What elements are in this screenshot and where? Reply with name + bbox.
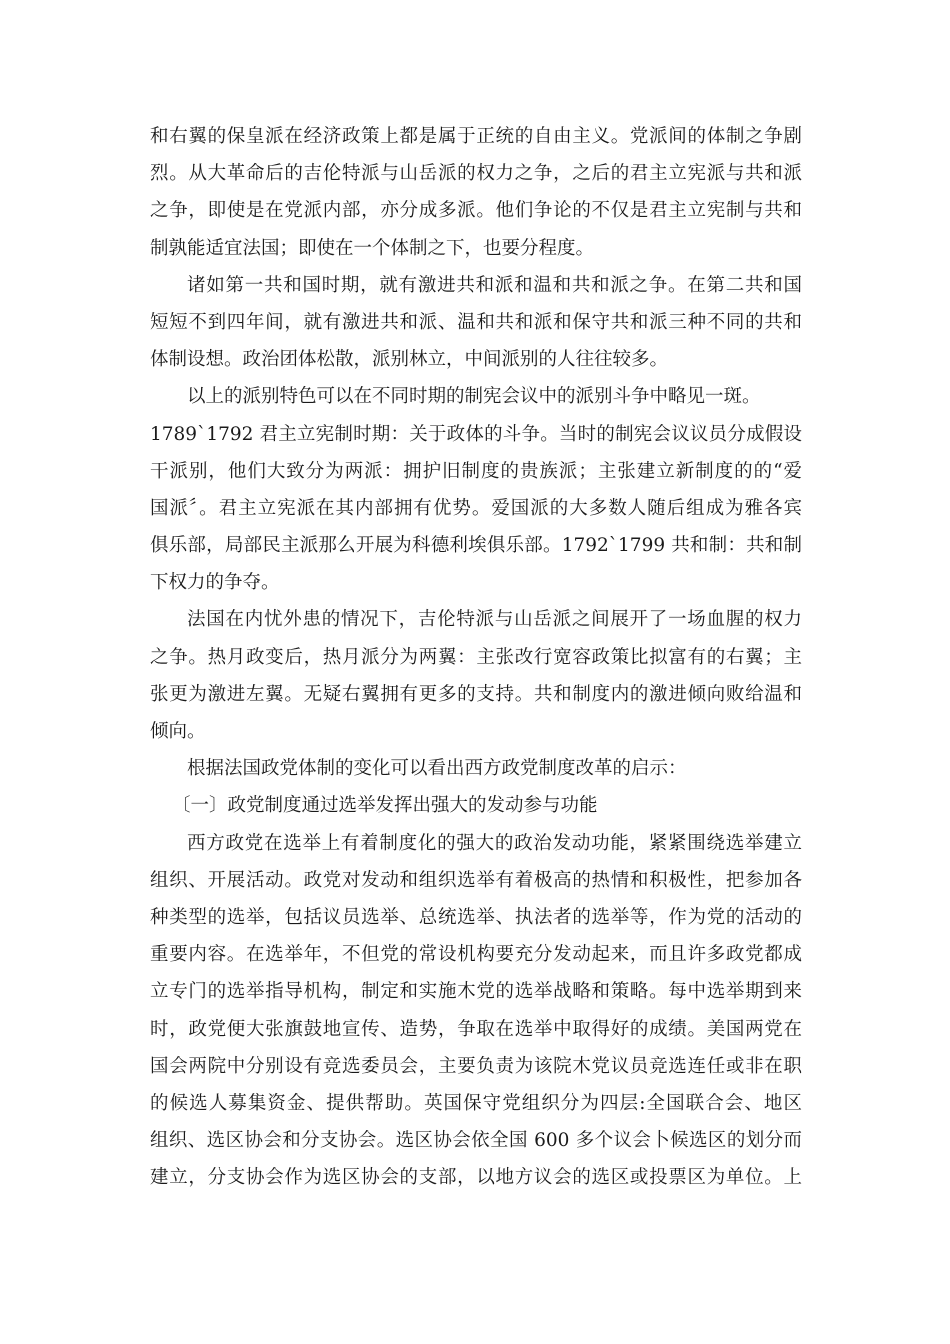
text-line: 以上的派别特色可以在不同时期的制宪会议中的派别斗争中略见一斑。 [187, 386, 761, 408]
text-line: 俱乐部，局部民主派那么开展为科德利埃俱乐部。1792`1799 共和制：共和制 [150, 535, 802, 557]
document-body [150, 118, 802, 1196]
text-line: 和右翼的保皇派在经济政策上都是属于正统的自由主义。党派间的体制之争剧 [150, 126, 802, 147]
text-line: 诸如第一共和国时期，就有激进共和派和温和共和派之争。在第二共和国 [187, 274, 802, 296]
text-line: 制孰能适宜法国；即使在一个体制之下，也要分程度。 [150, 237, 595, 259]
text-line: 重要内容。在选举年，不但党的常设机构要充分发动起来，而且许多政党都成 [150, 944, 802, 966]
text-line: 的候选人募集资金、提供帮助。英国保守党组织分为四层:全国联合会、地区 [150, 1092, 802, 1114]
text-line: 倾向。 [150, 721, 206, 742]
section-heading: 〔一〕政党制度通过选举发挥出强大的发动参与功能 [172, 795, 598, 817]
text-line: 张更为激进左翼。无疑右翼拥有更多的支持。共和制度内的激进倾向败给温和 [150, 683, 802, 705]
text-line: 体制设想。政治团体松散，派别林立，中间派别的人往往较多。 [150, 349, 669, 371]
text-line: 国会两院中分别设有竞选委员会，主要负责为该院木党议员竞选连任或非在职 [150, 1055, 802, 1077]
text-line: 之争。热月政变后，热月派分为两翼：主张改行宽容政策比拟富有的右翼；主 [150, 646, 802, 668]
text-line: 干派别，他们大致分为两派：拥护旧制度的贵族派；主张建立新制度的的“爱 [150, 460, 802, 482]
text-line: 烈。从大革命后的吉伦特派与山岳派的权力之争，之后的君主立宪派与共和派 [150, 163, 802, 185]
text-line: 建立，分支协会作为选区协会的支部，以地方议会的选区或投票区为单位。上 [150, 1167, 802, 1189]
text-line: 法国在内忧外患的情况下，吉伦特派与山岳派之间展开了一场血腥的权力 [187, 609, 802, 631]
text-line: 组织、选区协会和分支协会。选区协会依全国 600 多个议会卜候选区的划分而 [150, 1130, 802, 1152]
text-line: 之争，即使是在党派内部，亦分成多派。他们争论的不仅是君主立宪制与共和 [150, 200, 802, 222]
text-line: 西方政党在选举上有着制度化的强大的政治发动功能，紧紧围绕选举建立 [187, 832, 802, 854]
text-line: 根据法国政党体制的变化可以看出西方政党制度改革的启示： [187, 758, 687, 780]
text-line: 1789`1792 君主立宪制时期：关于政体的斗争。当时的制宪会议议员分成假设 [150, 423, 802, 445]
text-line: 国派〞。君主立宪派在其内部拥有优势。爱国派的大多数人随后组成为雅各宾 [150, 497, 802, 519]
text-line: 种类型的选举，包括议员选举、总统选举、执法者的选举等，作为党的活动的 [150, 906, 802, 928]
text-line: 立专门的选举指导机构，制定和实施木党的选举战略和策略。每中选举期到来 [150, 981, 802, 1003]
text-line: 组织、开展活动。政党对发动和组织选举有着极高的热情和积极性，把参加各 [150, 869, 802, 891]
text-line: 短短不到四年间，就有激进共和派、温和共和派和保守共和派三种不同的共和 [150, 311, 802, 333]
text-line: 下权力的争夺。 [150, 572, 280, 594]
text-line: 时，政党便大张旗鼓地宣传、造势，争取在选举中取得好的成绩。美国两党在 [150, 1018, 802, 1040]
